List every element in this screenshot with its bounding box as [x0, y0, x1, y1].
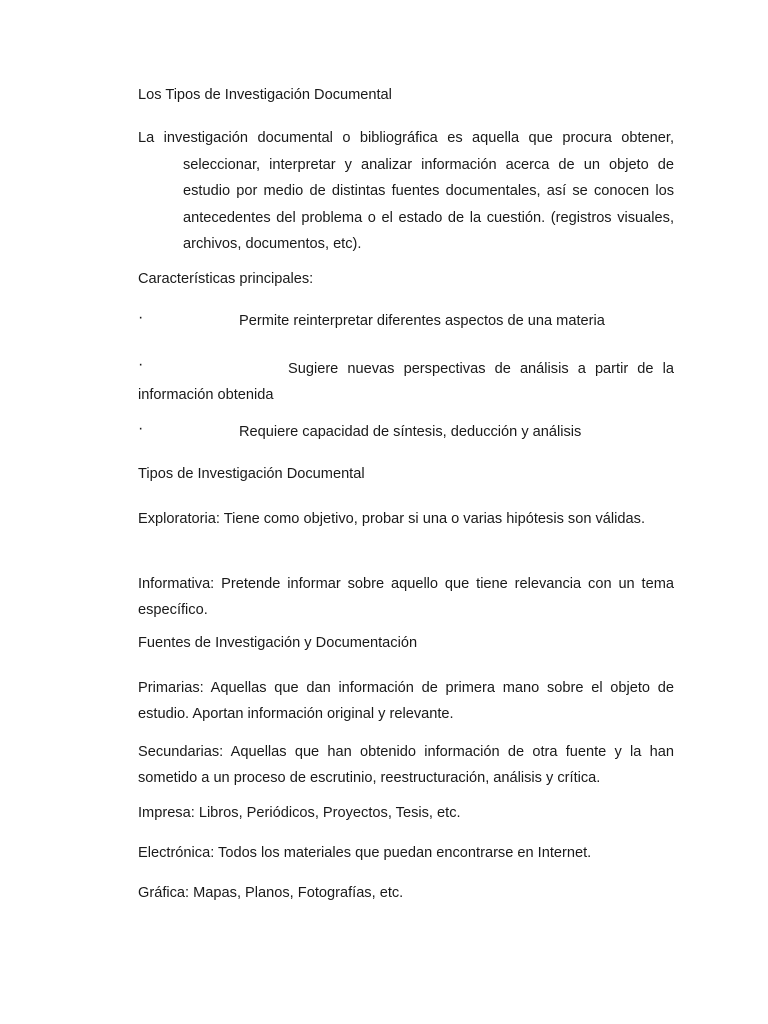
types-heading: Tipos de Investigación Documental [138, 466, 365, 482]
document-title: Los Tipos de Investigación Documental [138, 87, 392, 103]
bullet-continuation: información obtenida [138, 387, 274, 403]
intro-continuation: seleccionar, interpretar y analizar información acerca de un objeto de estudio por medio de distintas fuentes documentales, así se conocen los antecedentes del problema o el estado de la cuestión. (registros visuales, archivos, documentos, etc). [183, 156, 674, 252]
bullet-dot: · [138, 420, 144, 437]
bullet-text: Permite reinterpretar diferentes aspectos de una materia [239, 313, 605, 329]
bullet-item [138, 309, 674, 339]
bullet-dot: · [138, 309, 144, 326]
bullet-item [138, 356, 674, 408]
characteristics-heading: Características principales: [138, 271, 314, 287]
impresa-line: Impresa: Libros, Periódicos, Proyectos, Tesis, etc. [138, 805, 461, 821]
bullet-text: Sugiere nuevas perspectivas de análisis a partir de la [288, 361, 674, 377]
primarias-paragraph: Primarias: Aquellas que dan información de primera mano sobre el objeto de estudio. Aportan información original y relevante. [138, 680, 674, 722]
bullet-item [138, 420, 674, 450]
bullet-dot: · [138, 356, 144, 373]
secundarias-paragraph: Secundarias: Aquellas que han obtenido información de otra fuente y la han sometido a un proceso de escrutinio, reestructuración, análisis y crítica. [138, 744, 674, 786]
exploratoria-paragraph: Exploratoria: Tiene como objetivo, probar si una o varias hipótesis son válidas. [138, 511, 645, 527]
intro-first-line: La investigación documental o bibliográfica es aquella que procura obtener, [138, 130, 674, 146]
intro-paragraph [138, 125, 674, 258]
electronica-line: Electrónica: Todos los materiales que puedan encontrarse en Internet. [138, 845, 592, 861]
grafica-line: Gráfica: Mapas, Planos, Fotografías, etc. [138, 885, 404, 901]
sources-heading: Fuentes de Investigación y Documentación [138, 635, 418, 651]
informativa-paragraph: Informativa: Pretende informar sobre aquello que tiene relevancia con un tema específico. [138, 576, 674, 618]
bullet-text: Requiere capacidad de síntesis, deducción y análisis [239, 424, 582, 440]
